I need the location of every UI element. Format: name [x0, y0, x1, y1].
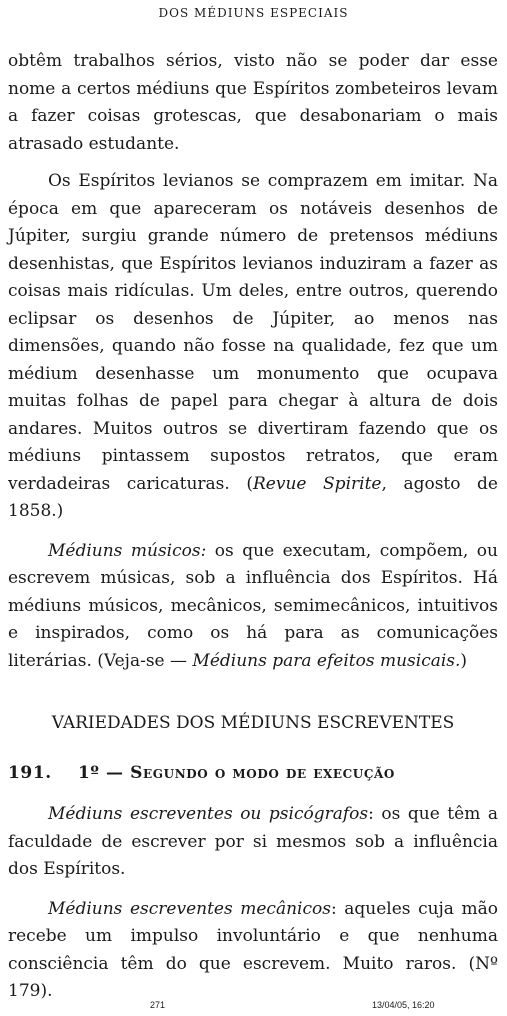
- running-head: DOS MÉDIUNS ESPECIAIS: [158, 6, 349, 20]
- term-label: Médiuns músicos:: [48, 540, 207, 561]
- term-label: Médiuns escreventes mecânicos: [48, 898, 331, 919]
- paragraph-mediuns-musicos: [8, 538, 498, 676]
- numbered-heading: [8, 761, 498, 785]
- paragraph-continuation: obtêm trabalhos sérios, visto não se poder dar esse nome a certos médiuns que Espíritos zombeteiros levam a fazer coisas grotescas, que desabonariam o mais atrasado estudante.: [8, 51, 498, 154]
- paragraph-psicografos: [8, 801, 498, 884]
- section-title: VARIEDADES DOS MÉDIUNS ESCREVENTES: [51, 713, 455, 733]
- heading-prefix: 1º —: [78, 763, 131, 783]
- page-body: [8, 48, 498, 1006]
- term-label: Médiuns escreventes ou psicógrafos: [48, 804, 369, 824]
- paragraph-text: : os que têm a faculdade de escrever por si mesmos sob a influência dos Espíritos.: [8, 804, 498, 879]
- print-timestamp: 13/04/05, 16:20: [372, 1000, 435, 1010]
- citation-date: , agosto de 1858.): [8, 473, 498, 521]
- cross-reference: Médiuns para efeitos musicais.: [192, 650, 461, 671]
- page-footer: [0, 1000, 507, 1014]
- paragraph-mecanicos: [8, 896, 498, 1006]
- page-number: 271: [150, 1000, 166, 1010]
- paragraph-text: : aqueles cuja mão recebe um impulso involuntário e que nenhuma consciência têm do que escrevem. Muito raros. (Nº 179).: [8, 898, 499, 1001]
- paragraph-text: Os Espíritos levianos se comprazem em imitar. Na época em que apareceram os notáveis desenhos de Júpiter, surgiu grande número de pretensos médiuns desenhistas, que Espíritos levianos induziram a fazer as coisas mais ridículas. Um deles, entre outros, querendo eclipsar os desenhos de Júpiter, ao menos nas dimensões, quando não fosse na qualidade, fez que um médium desenhasse um monumento que ocupava muitas folhas de papel para chegar à altura de dois andares. Muitos outros se divertiram fazendo que os médiuns pintassem supostos retratos, que eram verdadeiras caricaturas. (: [8, 171, 498, 494]
- heading-text: Segundo o modo de execução: [130, 763, 395, 783]
- citation-title: Revue Spirite: [253, 473, 382, 494]
- heading-number: 191.: [8, 763, 52, 783]
- paragraph-espiritos-levianos: [8, 168, 498, 526]
- paragraph-text-end: ): [460, 650, 468, 671]
- paragraph-text: os que executam, compõem, ou escrevem músicas, sob a influência dos Espíritos. Há médiuns músicos, mecânicos, semimecânicos, intuitivos e inspirados, como os há para as comunicações literárias. (Veja-se —: [8, 540, 498, 671]
